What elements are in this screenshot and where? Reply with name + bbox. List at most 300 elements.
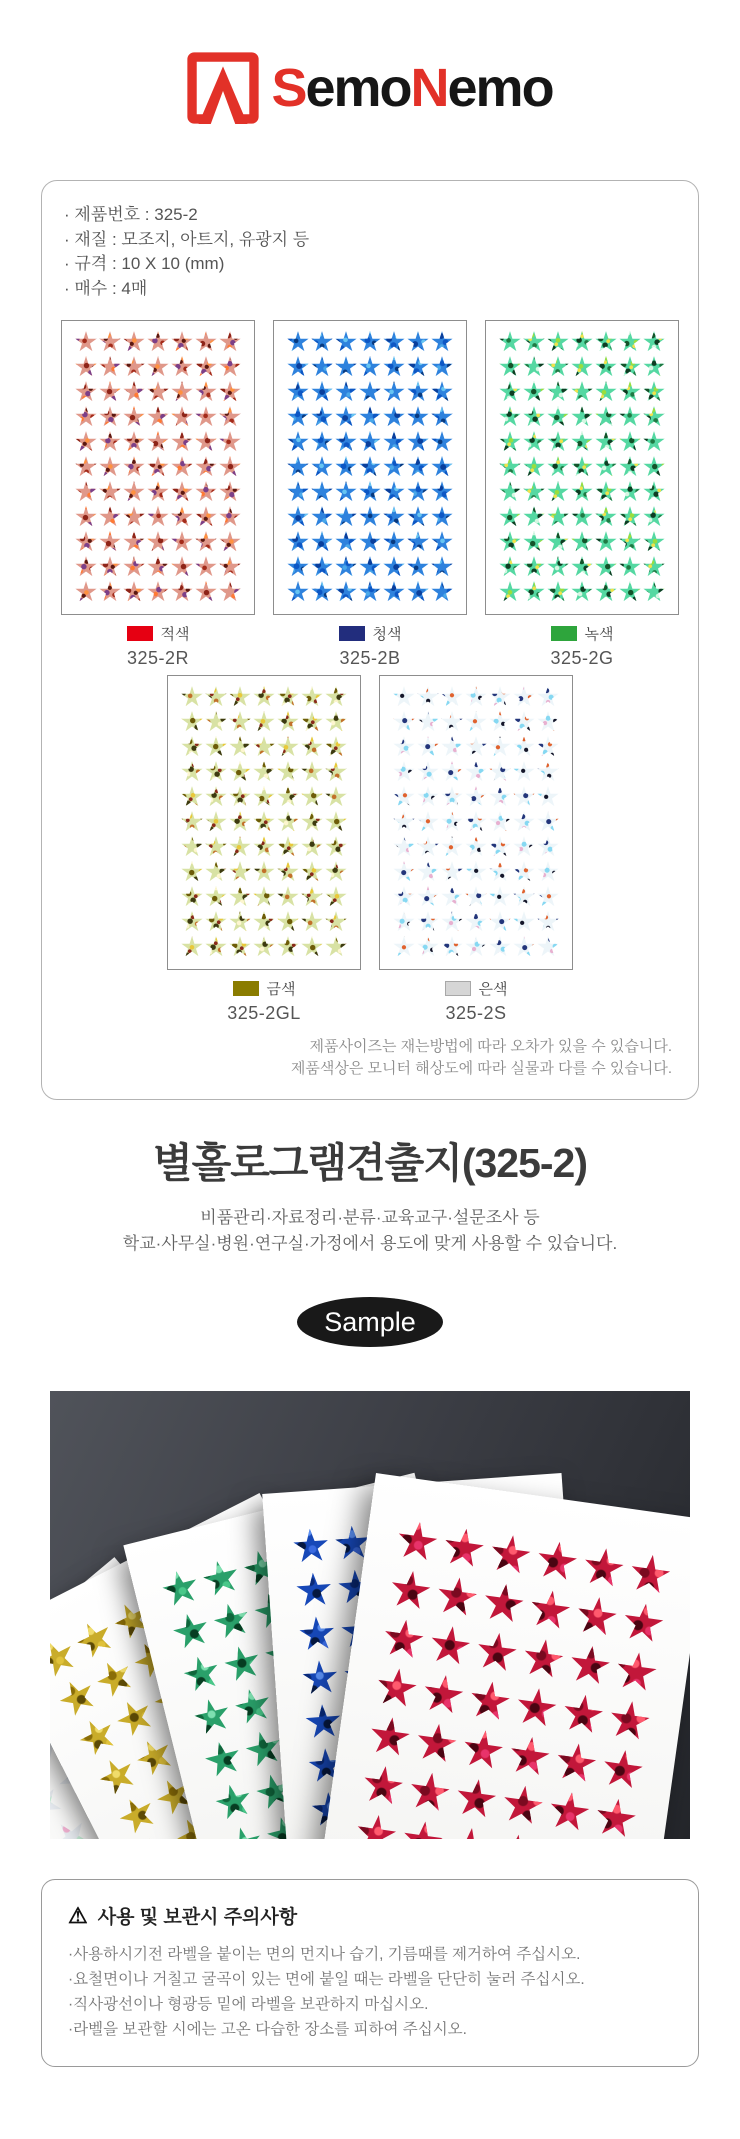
photo-star-sticker bbox=[133, 1831, 181, 1839]
star-sticker bbox=[571, 356, 593, 378]
star-sticker bbox=[489, 761, 511, 783]
star-sticker bbox=[99, 556, 121, 578]
star-sticker bbox=[311, 356, 333, 378]
warning-item-3: ·직사광선이나 형광등 밑에 라벨을 보관하지 마십시오. bbox=[68, 1995, 429, 2013]
star-sticker bbox=[325, 811, 347, 833]
photo-star-sticker bbox=[620, 1601, 666, 1647]
star-sticker bbox=[417, 861, 439, 883]
star-sticker bbox=[547, 381, 569, 403]
star-sticker bbox=[407, 406, 429, 428]
star-sticker bbox=[595, 456, 617, 478]
color-name-label: 금색 bbox=[266, 980, 296, 998]
star-sticker bbox=[229, 761, 251, 783]
star-sticker bbox=[417, 811, 439, 833]
star-sticker bbox=[205, 811, 227, 833]
star-sticker bbox=[393, 686, 415, 708]
color-name-label: 녹색 bbox=[584, 625, 614, 643]
star-sticker bbox=[431, 356, 453, 378]
star-sticker bbox=[253, 736, 275, 758]
photo-star-sticker bbox=[441, 1526, 487, 1572]
star-sticker bbox=[547, 531, 569, 553]
star-sticker bbox=[325, 711, 347, 733]
star-sticker bbox=[195, 481, 217, 503]
color-swatch-green bbox=[551, 626, 577, 641]
star-sticker bbox=[219, 506, 241, 528]
star-sticker bbox=[407, 431, 429, 453]
star-sticker bbox=[195, 331, 217, 353]
star-sticker bbox=[325, 686, 347, 708]
photo-star-sticker bbox=[527, 1588, 573, 1634]
photo-star-sticker bbox=[614, 1650, 660, 1696]
star-sticker bbox=[181, 811, 203, 833]
star-sticker bbox=[277, 911, 299, 933]
photo-star-sticker bbox=[400, 1819, 446, 1839]
logo-letters-emo2: emo bbox=[447, 58, 553, 118]
star-sticker bbox=[595, 331, 617, 353]
sticker-grid bbox=[498, 330, 666, 605]
star-sticker bbox=[643, 356, 665, 378]
star-sticker bbox=[619, 456, 641, 478]
star-sticker bbox=[75, 331, 97, 353]
star-sticker bbox=[171, 481, 193, 503]
photo-star-sticker bbox=[520, 1637, 566, 1683]
star-sticker bbox=[393, 786, 415, 808]
sheet-label-silver bbox=[445, 978, 508, 1024]
star-sticker bbox=[359, 406, 381, 428]
star-sticker bbox=[253, 761, 275, 783]
star-sticker bbox=[311, 531, 333, 553]
star-sticker bbox=[359, 331, 381, 353]
star-sticker bbox=[181, 911, 203, 933]
star-sticker bbox=[359, 581, 381, 603]
sticker-grid bbox=[180, 685, 348, 960]
star-sticker bbox=[499, 331, 521, 353]
star-sticker bbox=[441, 861, 463, 883]
star-sticker bbox=[311, 481, 333, 503]
star-sticker bbox=[229, 711, 251, 733]
star-sticker bbox=[75, 481, 97, 503]
star-sticker bbox=[523, 356, 545, 378]
photo-star-sticker bbox=[73, 1713, 121, 1761]
sticker-sheet-silver bbox=[379, 675, 573, 970]
product-description bbox=[0, 1205, 740, 1258]
star-sticker bbox=[301, 786, 323, 808]
star-sticker bbox=[99, 531, 121, 553]
star-sticker bbox=[465, 761, 487, 783]
star-sticker bbox=[393, 911, 415, 933]
star-sticker bbox=[643, 506, 665, 528]
star-sticker bbox=[147, 431, 169, 453]
star-sticker bbox=[277, 811, 299, 833]
photo-star-sticker bbox=[210, 1600, 254, 1644]
photo-star-sticker bbox=[434, 1575, 480, 1621]
star-sticker bbox=[99, 381, 121, 403]
star-sticker bbox=[123, 581, 145, 603]
warning-items bbox=[68, 1943, 672, 2042]
star-sticker bbox=[571, 431, 593, 453]
photo-star-sticker bbox=[500, 1783, 546, 1829]
product-photo bbox=[50, 1391, 690, 1839]
photo-star-sticker bbox=[514, 1686, 560, 1732]
star-sticker bbox=[171, 381, 193, 403]
star-sticker bbox=[311, 506, 333, 528]
star-sticker bbox=[311, 406, 333, 428]
photo-star-sticker bbox=[414, 1721, 460, 1767]
photo-star-sticker bbox=[360, 1764, 406, 1810]
star-sticker bbox=[75, 581, 97, 603]
star-sticker bbox=[619, 381, 641, 403]
star-sticker bbox=[181, 711, 203, 733]
star-sticker bbox=[513, 861, 535, 883]
star-sticker bbox=[417, 886, 439, 908]
star-sticker bbox=[595, 431, 617, 453]
star-sticker bbox=[325, 911, 347, 933]
star-sticker bbox=[123, 381, 145, 403]
star-sticker bbox=[643, 456, 665, 478]
sheet-column-red bbox=[61, 320, 255, 669]
star-sticker bbox=[335, 581, 357, 603]
star-sticker bbox=[393, 711, 415, 733]
star-sticker bbox=[513, 936, 535, 958]
star-sticker bbox=[171, 431, 193, 453]
photo-star-sticker bbox=[353, 1812, 399, 1839]
photo-star-sticker bbox=[567, 1643, 613, 1689]
star-sticker bbox=[195, 531, 217, 553]
star-sticker bbox=[195, 556, 217, 578]
disclaimer-color: 제품색상은 모니터 해상도에 따라 실물과 다를 수 있습니다. bbox=[290, 1060, 672, 1078]
star-sticker bbox=[465, 786, 487, 808]
star-sticker bbox=[523, 581, 545, 603]
star-sticker bbox=[359, 381, 381, 403]
star-sticker bbox=[537, 786, 559, 808]
star-sticker bbox=[219, 456, 241, 478]
star-sticker bbox=[147, 406, 169, 428]
star-sticker bbox=[431, 556, 453, 578]
star-sticker bbox=[393, 836, 415, 858]
star-sticker bbox=[499, 456, 521, 478]
star-sticker bbox=[417, 686, 439, 708]
star-sticker bbox=[171, 506, 193, 528]
star-sticker bbox=[123, 356, 145, 378]
product-code-label: 325-2B bbox=[339, 647, 401, 668]
star-sticker bbox=[229, 861, 251, 883]
warning-header bbox=[68, 1902, 672, 1929]
star-sticker bbox=[595, 581, 617, 603]
photo-star-sticker bbox=[446, 1826, 492, 1840]
star-sticker bbox=[359, 431, 381, 453]
star-sticker bbox=[571, 456, 593, 478]
star-sticker bbox=[301, 886, 323, 908]
star-sticker bbox=[547, 331, 569, 353]
star-sticker bbox=[643, 381, 665, 403]
star-sticker bbox=[513, 911, 535, 933]
star-sticker bbox=[181, 761, 203, 783]
star-sticker bbox=[537, 711, 559, 733]
star-sticker bbox=[407, 506, 429, 528]
star-sticker bbox=[229, 736, 251, 758]
star-sticker bbox=[311, 431, 333, 453]
sticker-grid bbox=[286, 330, 454, 605]
star-sticker bbox=[253, 786, 275, 808]
star-sticker bbox=[595, 506, 617, 528]
star-sticker bbox=[383, 481, 405, 503]
star-sticker bbox=[219, 481, 241, 503]
photo-star-sticker bbox=[453, 1777, 499, 1823]
photo-star-sticker bbox=[546, 1790, 592, 1836]
star-sticker bbox=[513, 686, 535, 708]
star-sticker bbox=[489, 886, 511, 908]
star-sticker bbox=[195, 431, 217, 453]
star-sticker bbox=[325, 886, 347, 908]
color-swatch-blue bbox=[339, 626, 365, 641]
star-sticker bbox=[335, 431, 357, 453]
star-sticker bbox=[123, 506, 145, 528]
star-sticker bbox=[571, 581, 593, 603]
star-sticker bbox=[219, 381, 241, 403]
star-sticker bbox=[537, 861, 559, 883]
brand-header bbox=[0, 0, 740, 124]
star-sticker bbox=[277, 736, 299, 758]
star-sticker bbox=[619, 481, 641, 503]
sheet-label-red bbox=[127, 623, 190, 669]
star-sticker bbox=[431, 406, 453, 428]
star-sticker bbox=[643, 481, 665, 503]
star-sticker bbox=[301, 836, 323, 858]
star-sticker bbox=[513, 711, 535, 733]
star-sticker bbox=[571, 381, 593, 403]
photo-star-sticker bbox=[292, 1528, 330, 1566]
warning-item-1: ·사용하시기전 라벨을 붙이는 면의 먼지나 습기, 기름때를 제거하여 주십시오. bbox=[68, 1946, 581, 1964]
star-sticker bbox=[643, 331, 665, 353]
logo-letter-s: S bbox=[271, 58, 306, 118]
star-sticker bbox=[513, 836, 535, 858]
star-sticker bbox=[325, 861, 347, 883]
star-sticker bbox=[277, 886, 299, 908]
photo-sheet-red bbox=[313, 1473, 690, 1839]
warning-item-2: ·요철면이나 거칠고 굴곡이 있는 면에 붙일 때는 라벨을 단단히 눌러 주십시오. bbox=[68, 1971, 585, 1989]
star-sticker bbox=[489, 836, 511, 858]
product-code-label: 325-2R bbox=[126, 647, 190, 668]
star-sticker bbox=[643, 581, 665, 603]
star-sticker bbox=[499, 481, 521, 503]
photo-star-sticker bbox=[467, 1679, 513, 1725]
star-sticker bbox=[147, 506, 169, 528]
spec-material: · 재질 : 모조지, 아트지, 유광지 등 bbox=[64, 229, 310, 249]
star-sticker bbox=[287, 581, 309, 603]
star-sticker bbox=[499, 531, 521, 553]
star-sticker bbox=[619, 531, 641, 553]
star-sticker bbox=[229, 936, 251, 958]
star-sticker bbox=[325, 736, 347, 758]
star-sticker bbox=[277, 786, 299, 808]
star-sticker bbox=[335, 456, 357, 478]
star-sticker bbox=[287, 456, 309, 478]
star-sticker bbox=[99, 481, 121, 503]
star-sticker bbox=[359, 556, 381, 578]
star-sticker bbox=[619, 331, 641, 353]
sheet-column-green bbox=[485, 320, 679, 669]
star-sticker bbox=[465, 936, 487, 958]
brand-logo-text bbox=[271, 58, 553, 118]
star-sticker bbox=[287, 506, 309, 528]
photo-star-sticker bbox=[180, 1653, 224, 1697]
star-sticker bbox=[547, 406, 569, 428]
star-sticker bbox=[123, 431, 145, 453]
color-name-label: 적색 bbox=[160, 625, 190, 643]
star-sticker bbox=[643, 531, 665, 553]
star-sticker bbox=[595, 556, 617, 578]
star-sticker bbox=[229, 786, 251, 808]
photo-star-sticker bbox=[553, 1741, 599, 1787]
sheet-column-silver bbox=[379, 675, 573, 1024]
star-sticker bbox=[75, 456, 97, 478]
sticker-grid bbox=[74, 330, 242, 605]
star-sticker bbox=[253, 861, 275, 883]
star-sticker bbox=[431, 431, 453, 453]
star-sticker bbox=[489, 911, 511, 933]
warning-item-4: ·라벨을 보관할 시에는 고온 다습한 장소를 피하여 주십시오. bbox=[68, 2020, 467, 2038]
star-sticker bbox=[537, 836, 559, 858]
star-sticker bbox=[441, 761, 463, 783]
star-sticker bbox=[287, 406, 309, 428]
star-sticker bbox=[537, 936, 559, 958]
photo-star-sticker bbox=[427, 1624, 473, 1670]
photo-star-sticker bbox=[231, 1685, 275, 1729]
star-sticker bbox=[465, 886, 487, 908]
star-sticker bbox=[417, 761, 439, 783]
star-sticker bbox=[465, 811, 487, 833]
star-sticker bbox=[229, 886, 251, 908]
star-sticker bbox=[301, 811, 323, 833]
star-sticker bbox=[571, 406, 593, 428]
star-sticker bbox=[171, 556, 193, 578]
star-sticker bbox=[523, 531, 545, 553]
star-sticker bbox=[325, 761, 347, 783]
star-sticker bbox=[75, 431, 97, 453]
star-sticker bbox=[489, 736, 511, 758]
sheet-column-gold bbox=[167, 675, 361, 1024]
photo-star-sticker bbox=[540, 1839, 586, 1840]
star-sticker bbox=[75, 531, 97, 553]
star-sticker bbox=[595, 406, 617, 428]
sticker-sheet-green bbox=[485, 320, 679, 615]
star-sticker bbox=[181, 936, 203, 958]
star-sticker bbox=[489, 711, 511, 733]
star-sticker bbox=[301, 761, 323, 783]
photo-star-sticker bbox=[93, 1752, 141, 1800]
photo-star-sticker bbox=[212, 1781, 256, 1825]
star-sticker bbox=[195, 406, 217, 428]
star-sticker bbox=[547, 481, 569, 503]
star-sticker bbox=[75, 406, 97, 428]
star-sticker bbox=[417, 711, 439, 733]
spec-product-number: · 제품번호 : 325-2 bbox=[64, 205, 198, 224]
sample-badge-label: Sample bbox=[324, 1306, 416, 1337]
star-sticker bbox=[99, 356, 121, 378]
photo-star-sticker bbox=[394, 1520, 440, 1566]
star-sticker bbox=[571, 506, 593, 528]
star-sticker bbox=[431, 456, 453, 478]
star-sticker bbox=[465, 711, 487, 733]
photo-star-sticker bbox=[474, 1630, 520, 1676]
star-sticker bbox=[441, 836, 463, 858]
photo-star-sticker bbox=[223, 1823, 267, 1839]
star-sticker bbox=[417, 736, 439, 758]
star-sticker bbox=[335, 356, 357, 378]
star-sticker bbox=[335, 331, 357, 353]
star-sticker bbox=[229, 836, 251, 858]
star-sticker bbox=[465, 861, 487, 883]
star-sticker bbox=[489, 861, 511, 883]
photo-sticker-grid bbox=[342, 1515, 676, 1840]
photo-star-sticker bbox=[534, 1539, 580, 1585]
star-sticker bbox=[181, 686, 203, 708]
star-sticker bbox=[301, 686, 323, 708]
photo-star-sticker bbox=[488, 1533, 534, 1579]
sticker-grid bbox=[392, 685, 560, 960]
photo-star-sticker bbox=[191, 1695, 235, 1739]
star-sticker bbox=[513, 761, 535, 783]
star-sticker bbox=[287, 531, 309, 553]
star-sticker bbox=[547, 506, 569, 528]
photo-star-sticker bbox=[113, 1792, 161, 1840]
star-sticker bbox=[489, 811, 511, 833]
star-sticker bbox=[335, 506, 357, 528]
spec-sheet-count: · 매수 : 4매 bbox=[64, 278, 148, 298]
star-sticker bbox=[523, 431, 545, 453]
photo-star-sticker bbox=[574, 1595, 620, 1641]
star-sticker bbox=[619, 356, 641, 378]
star-sticker bbox=[489, 786, 511, 808]
star-sticker bbox=[335, 556, 357, 578]
star-sticker bbox=[123, 456, 145, 478]
star-sticker bbox=[195, 581, 217, 603]
star-sticker bbox=[383, 581, 405, 603]
star-sticker bbox=[571, 331, 593, 353]
color-swatch-silver bbox=[445, 981, 471, 996]
star-sticker bbox=[571, 531, 593, 553]
star-sticker bbox=[407, 531, 429, 553]
star-sticker bbox=[431, 381, 453, 403]
photo-star-sticker bbox=[71, 1616, 119, 1664]
sheet-label-green bbox=[550, 623, 613, 669]
photo-star-sticker bbox=[600, 1748, 646, 1794]
star-sticker bbox=[287, 331, 309, 353]
star-sticker bbox=[547, 581, 569, 603]
star-sticker bbox=[147, 556, 169, 578]
star-sticker bbox=[99, 581, 121, 603]
star-sticker bbox=[417, 836, 439, 858]
star-sticker bbox=[383, 356, 405, 378]
star-sticker bbox=[181, 786, 203, 808]
star-sticker bbox=[595, 356, 617, 378]
sticker-sheet-row-2 bbox=[42, 675, 698, 1024]
photo-star-sticker bbox=[388, 1568, 434, 1614]
star-sticker bbox=[441, 786, 463, 808]
brand-logo-icon bbox=[187, 52, 259, 124]
star-sticker bbox=[123, 531, 145, 553]
star-sticker bbox=[219, 356, 241, 378]
star-sticker bbox=[301, 936, 323, 958]
star-sticker bbox=[431, 481, 453, 503]
product-disclaimer bbox=[42, 1036, 698, 1081]
star-sticker bbox=[147, 581, 169, 603]
star-sticker bbox=[325, 786, 347, 808]
photo-star-sticker bbox=[91, 1655, 139, 1703]
star-sticker bbox=[205, 836, 227, 858]
star-sticker bbox=[335, 406, 357, 428]
star-sticker bbox=[359, 481, 381, 503]
